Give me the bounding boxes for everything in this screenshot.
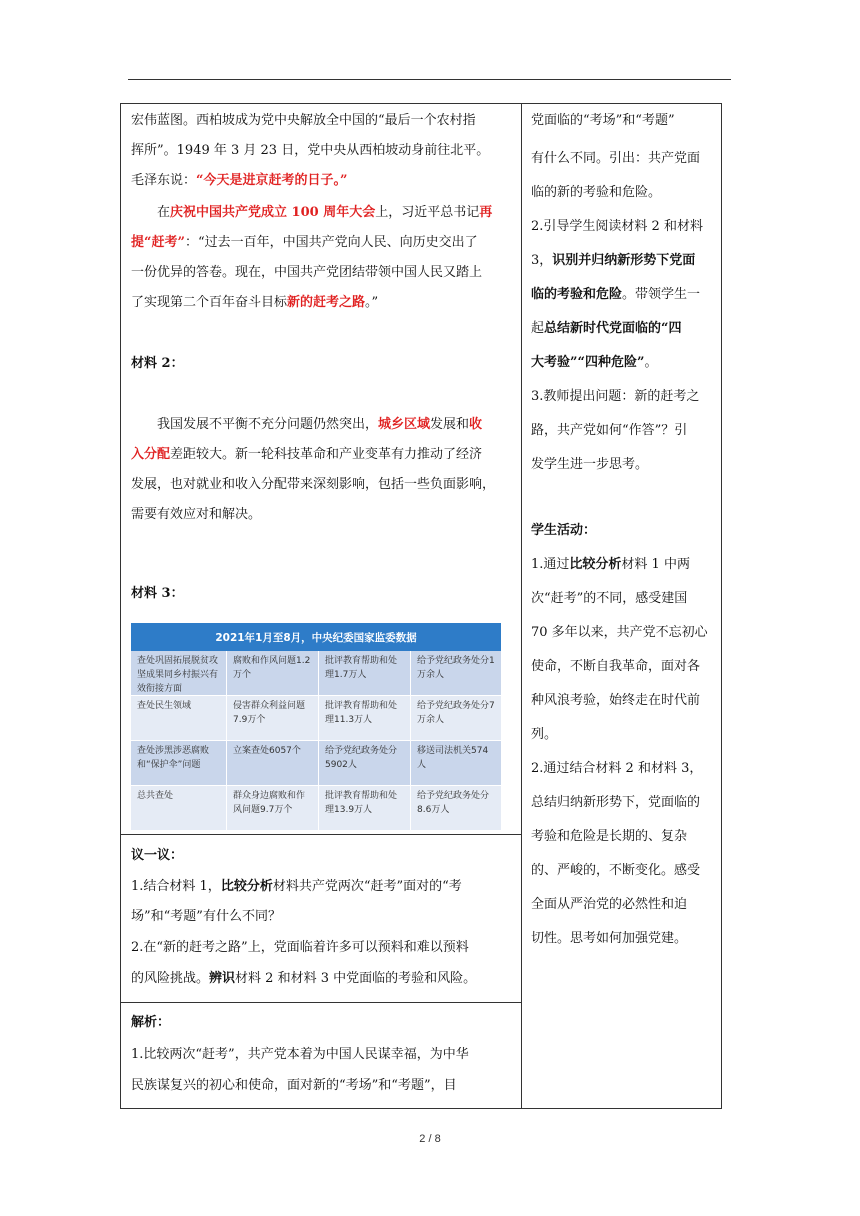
student-activity-title: 学生活动： xyxy=(531,523,597,538)
lesson-table xyxy=(120,103,722,1109)
table-cell: 批评教育帮助和处理1.7万人 xyxy=(319,651,411,695)
table-cell: 查处巩固拓展脱贫攻坚成果同乡村振兴有效衔接方面 xyxy=(131,651,227,695)
teacher-line1: 党面临的“考场”和“考题” xyxy=(531,113,675,128)
discuss-q2-line2: 的风险挑战。辨识材料 2 和材料 3 中党面临的考验和风险。 xyxy=(131,971,477,986)
column-divider xyxy=(521,104,522,1108)
student-line12: 切性。思考如何加强党建。 xyxy=(531,931,688,946)
material1-para2-line2: 提“赶考”：“过去一百年，中国共产党向人民、向历史交出了 xyxy=(131,235,478,250)
student-line10: 的、严峻的，不断变化。感受 xyxy=(531,863,701,878)
material1-para2-line3: 一份优异的答卷。现在，中国共产党团结带领中国人民又踏上 xyxy=(131,265,483,280)
table-cell: 群众身边腐败和作风问题9.7万个 xyxy=(227,786,319,830)
material1-line3: 毛泽东说：“今天是进京赶考的日子。” xyxy=(131,173,348,188)
student-line6: 列。 xyxy=(531,727,558,742)
material2-line1: 我国发展不平衡不充分问题仍然突出，城乡区域发展和收 xyxy=(157,417,483,432)
table-cell: 查处涉黑涉恶腐败和“保护伞”问题 xyxy=(131,741,227,785)
student-line11: 全面从严治党的必然性和迫 xyxy=(531,897,688,912)
discuss-title: 议一议： xyxy=(131,848,184,863)
row-divider-discuss xyxy=(121,834,521,835)
material2-title: 材料 2： xyxy=(131,356,184,371)
material1-para2-line4: 了实现第二个百年奋斗目标新的赶考之路。” xyxy=(131,295,379,310)
table-cell: 移送司法机关574人 xyxy=(417,746,489,770)
discuss-q1-line2: 场”和“考题”有什么不同？ xyxy=(131,909,281,924)
table-row xyxy=(131,696,501,741)
analysis-line1: 1.比较两次“赶考”，共产党本着为中国人民谋幸福，为中华 xyxy=(131,1047,469,1062)
material2-line4: 需要有效应对和解决。 xyxy=(131,507,262,522)
material1-line2: 挥所”。1949 年 3 月 23 日，党中央从西柏坡动身前往北平。 xyxy=(131,143,490,158)
table-row xyxy=(131,786,501,831)
teacher-line4: 2.引导学生阅读材料 2 和材料 xyxy=(531,219,703,234)
material3-title: 材料 3： xyxy=(131,586,184,601)
teacher-line7: 起总结新时代党面临的“四 xyxy=(531,321,682,336)
student-line2: 次“赶考”的不同，感受建国 xyxy=(531,591,688,606)
table-cell: 查处民生领域 xyxy=(131,696,227,740)
table-cell: 给予党纪政务处分7万余人 xyxy=(417,701,495,725)
material1-para2-line1: 在庆祝中国共产党成立 100 周年大会上，习近平总书记再 xyxy=(157,205,493,220)
table-cell: 腐败和作风问题1.2万个 xyxy=(227,651,319,695)
table-row xyxy=(131,741,501,786)
teacher-line6: 临的考验和危险。带领学生一 xyxy=(531,287,701,302)
student-line1: 1.通过比较分析材料 1 中两 xyxy=(531,557,690,572)
material2-line2: 入分配差距较大。新一轮科技革命和产业变革有力推动了经济 xyxy=(131,447,483,462)
material2-line3: 发展，也对就业和收入分配带来深刻影响，包括一些负面影响， xyxy=(131,477,496,492)
table-cell: 总共查处 xyxy=(131,786,227,830)
mao-quote: “今天是进京赶考的日子。” xyxy=(196,173,348,188)
material3-table-body xyxy=(131,651,501,831)
page-number: 2 / 8 xyxy=(419,1133,441,1145)
student-line3: 70 多年以来，共产党不忘初心 xyxy=(531,625,708,640)
table-row xyxy=(131,651,501,696)
row-divider-analysis xyxy=(121,1002,521,1003)
teacher-line9: 3.教师提出问题：新的赶考之 xyxy=(531,389,700,404)
header-rule xyxy=(128,79,731,80)
table-cell: 给予党纪政务处分8.6万人 xyxy=(417,791,490,815)
student-line8: 总结归纳新形势下，党面临的 xyxy=(531,795,701,810)
student-line9: 考验和危险是长期的、复杂 xyxy=(531,829,688,844)
table-cell: 给予党纪政务处分1万余人 xyxy=(417,656,495,680)
teacher-line8: 大考验”“四种危险”。 xyxy=(531,355,658,370)
table-cell: 批评教育帮助和处理13.9万人 xyxy=(319,786,411,830)
analysis-line2: 民族谋复兴的初心和使命，面对新的“考场”和“考题”，目 xyxy=(131,1078,457,1093)
table-cell: 立案查处6057个 xyxy=(227,741,319,785)
discuss-q1-line1: 1.结合材料 1，比较分析材料共产党两次“赶考”面对的“考 xyxy=(131,879,462,894)
teacher-line2: 有什么不同。引出：共产党面 xyxy=(531,151,701,166)
analysis-title: 解析： xyxy=(131,1015,171,1030)
table-cell: 批评教育帮助和处理11.3万人 xyxy=(319,696,411,740)
teacher-line10: 路，共产党如何“作答”？引 xyxy=(531,423,688,438)
material3-table-header: 2021年1月至8月，中央纪委国家监委数据 xyxy=(131,623,501,651)
discuss-q2-line1: 2.在“新的赶考之路”上，党面临着许多可以预料和难以预料 xyxy=(131,940,469,955)
table-cell: 侵害群众利益问题7.9万个 xyxy=(227,696,319,740)
student-line7: 2.通过结合材料 2 和材料 3， xyxy=(531,761,703,776)
teacher-line11: 发学生进一步思考。 xyxy=(531,457,649,472)
teacher-line3: 临的新的考验和危险。 xyxy=(531,185,662,200)
teacher-line5: 3，识别并归纳新形势下党面 xyxy=(531,253,696,268)
material1-line1: 宏伟蓝图。西柏坡成为党中央解放全中国的“最后一个农村指 xyxy=(131,113,476,128)
table-cell: 给予党纪政务处分5902人 xyxy=(319,741,411,785)
material3-data-table xyxy=(131,623,501,829)
student-line4: 使命，不断自我革命，面对各 xyxy=(531,659,701,674)
student-line5: 种风浪考验，始终走在时代前 xyxy=(531,693,701,708)
